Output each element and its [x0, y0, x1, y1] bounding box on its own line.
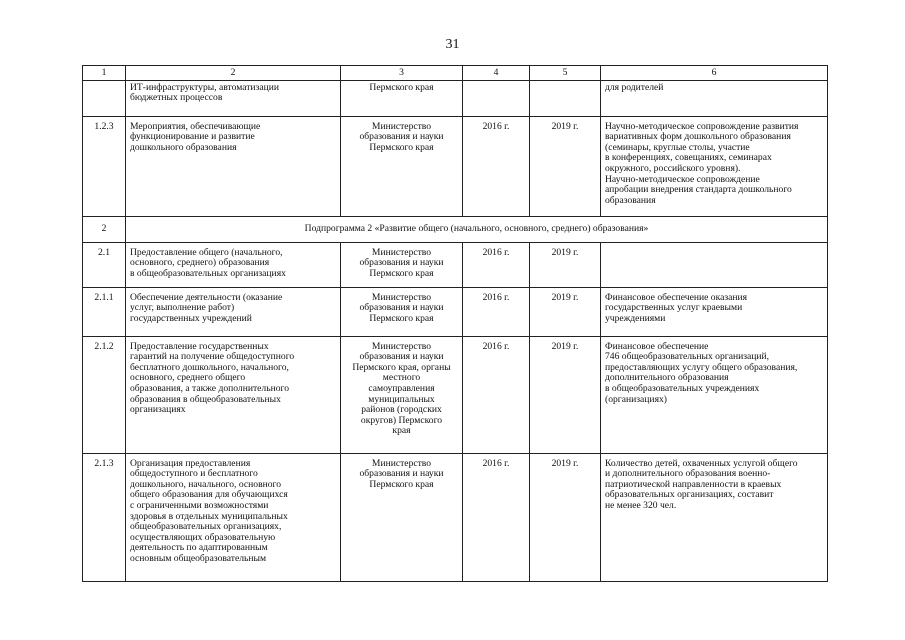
column-header: 4: [463, 66, 530, 81]
column-header: 3: [341, 66, 463, 81]
start-year-cell: 2016 г.: [463, 287, 530, 336]
end-year-cell: [530, 80, 601, 116]
column-header-row: [83, 66, 828, 81]
start-year-cell: 2016 г.: [463, 242, 530, 287]
end-year-cell: 2019 г.: [530, 336, 601, 453]
measure-cell: ИТ-инфраструктуры, автоматизации бюджетных процессов: [126, 80, 341, 116]
start-year-cell: 2016 г.: [463, 453, 530, 581]
executor-cell: Министерство образования и науки Пермского края: [341, 453, 463, 581]
end-year-cell: 2019 г.: [530, 242, 601, 287]
row-number-cell: 1.2.3: [83, 116, 126, 216]
table-row: [83, 242, 828, 287]
measure-cell: Обеспечение деятельности (оказание услуг, выполнение работ) государственных учреждений: [126, 287, 341, 336]
row-number-cell: 2.1: [83, 242, 126, 287]
row-number-cell: 2.1.2: [83, 336, 126, 453]
executor-cell: Министерство образования и науки Пермского края, органы местного самоуправления муниципальных районов (городских округов) Пермского края: [341, 336, 463, 453]
executor-cell: Министерство образования и науки Пермского края: [341, 287, 463, 336]
table-row: [83, 336, 828, 453]
row-number-cell: 2: [83, 216, 126, 242]
table-row: [83, 116, 828, 216]
result-cell: Финансовое обеспечение оказания государственных услуг краевыми учреждениями: [601, 287, 828, 336]
page-number: 31: [445, 37, 460, 52]
result-cell: Количество детей, охваченных услугой общего и дополнительного образования военно- патриотической направленности в краевых образовательных организациях, составит не менее 320 чел.: [601, 453, 828, 581]
column-header: 5: [530, 66, 601, 81]
row-number-cell: 2.1.1: [83, 287, 126, 336]
table-row: [83, 287, 828, 336]
start-year-cell: 2016 г.: [463, 116, 530, 216]
end-year-cell: 2019 г.: [530, 116, 601, 216]
start-year-cell: [463, 80, 530, 116]
measure-cell: Мероприятия, обеспечивающие функционирование и развитие дошкольного образования: [126, 116, 341, 216]
end-year-cell: 2019 г.: [530, 453, 601, 581]
subprogram-title: Подпрограмма 2 «Развитие общего (начального, основного, среднего) образования»: [126, 216, 828, 242]
executor-cell: Министерство образования и науки Пермского края: [341, 116, 463, 216]
executor-cell: Министерство образования и науки Пермского края: [341, 242, 463, 287]
column-header: 2: [126, 66, 341, 81]
result-cell: [601, 242, 828, 287]
row-number-cell: [83, 80, 126, 116]
result-cell: Финансовое обеспечение 746 общеобразовательных организаций, предоставляющих услугу общего образования, дополнительного образования в общеобразовательных учреждениях (организациях): [601, 336, 828, 453]
result-cell: для родителей: [601, 80, 828, 116]
end-year-cell: 2019 г.: [530, 287, 601, 336]
column-header: 6: [601, 66, 828, 81]
subprogram-row: [83, 216, 828, 242]
row-number-cell: 2.1.3: [83, 453, 126, 581]
column-header: 1: [83, 66, 126, 81]
program-table: [82, 65, 828, 582]
table-row: [83, 80, 828, 116]
start-year-cell: 2016 г.: [463, 336, 530, 453]
table-row: [83, 453, 828, 581]
measure-cell: Предоставление государственных гарантий на получение общедоступного бесплатного дошкольного, начального, основного, среднего общего образования, а также дополнительного образования в общеобразовательных организациях: [126, 336, 341, 453]
measure-cell: Организация предоставления общедоступного и бесплатного дошкольного, начального, основного общего образования для обучающихся с ограниченными возможностями здоровья в отдельных муниципальных общеобразовательных организациях, осуществляющих образовательную деятельность по адаптированным основным общеобразовательным: [126, 453, 341, 581]
result-cell: Научно-методическое сопровождение развития вариативных форм дошкольного образования (семинары, круглые столы, участие в конференциях, совещаниях, семинарах окружного, российского уровня). Научно-методическое сопровождение апробации внедрения стандарта дошкольного образования: [601, 116, 828, 216]
measure-cell: Предоставление общего (начального, основного, среднего) образования в общеобразовательных организациях: [126, 242, 341, 287]
executor-cell: Пермского края: [341, 80, 463, 116]
